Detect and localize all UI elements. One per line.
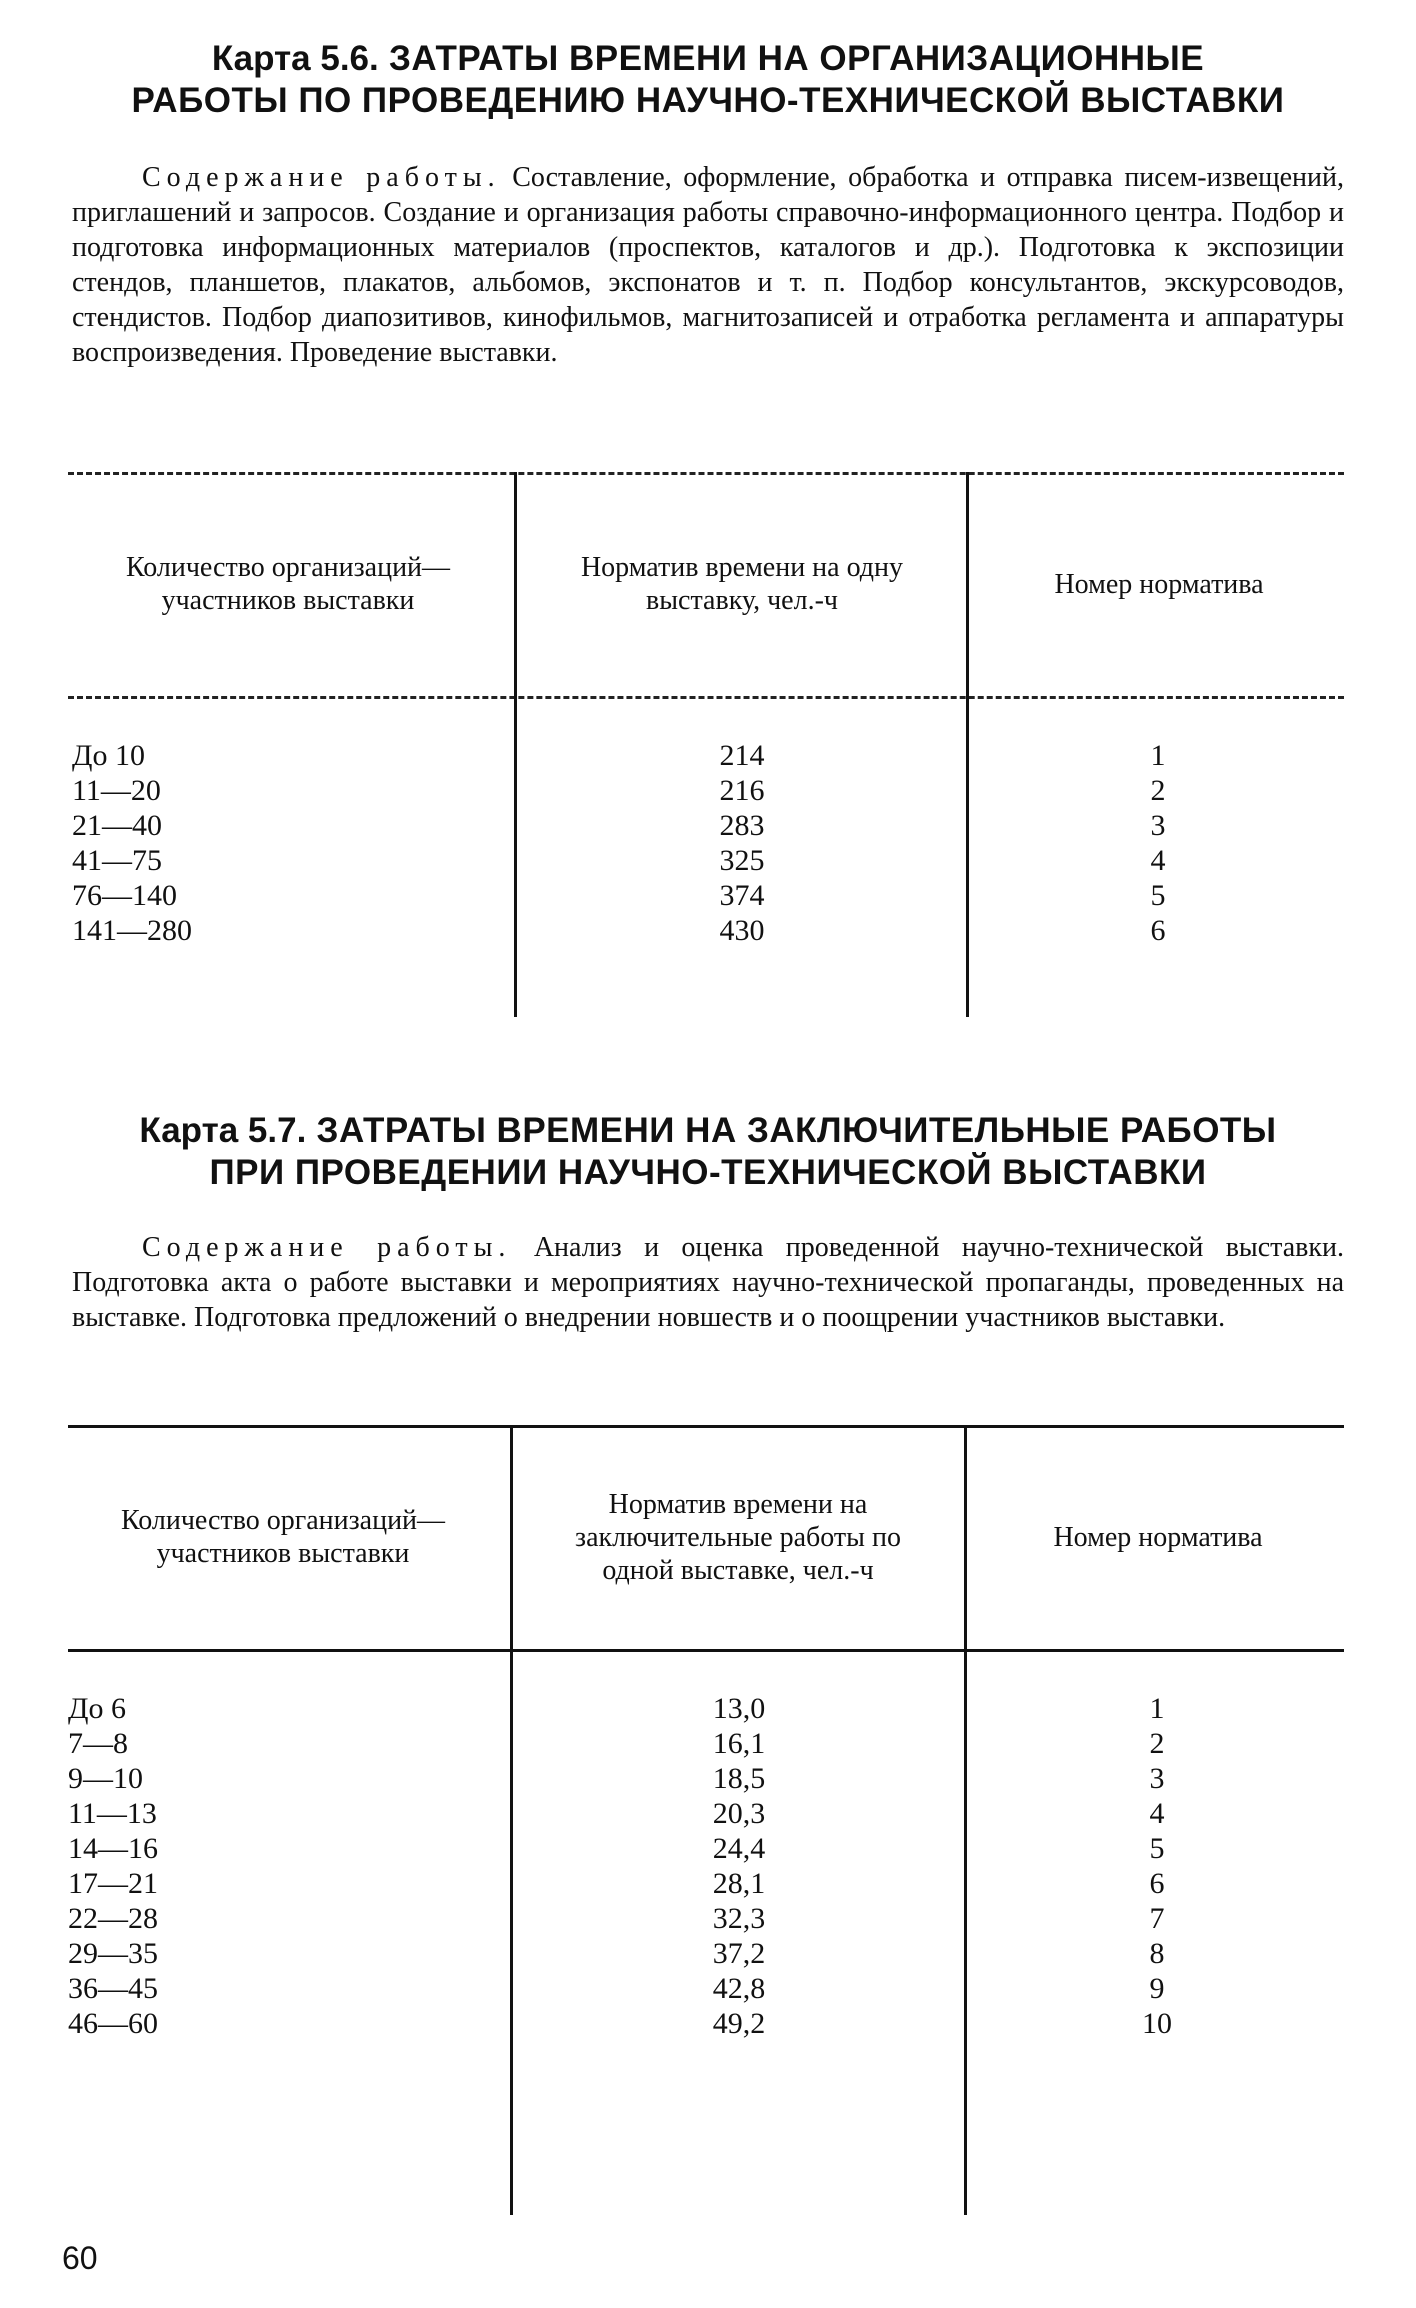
table-cell: 16,1 xyxy=(712,1727,766,1760)
table-cell: 32,3 xyxy=(712,1902,766,1935)
table-cell: 1 xyxy=(1150,739,1166,772)
card-5-7-content xyxy=(72,1230,1344,1335)
table-cell: 28,1 xyxy=(712,1867,766,1900)
table-cell: 216 xyxy=(719,774,765,807)
table-cell: 11—20 xyxy=(72,774,161,807)
table-cell: 3 xyxy=(1149,1762,1165,1795)
table-cell: 9—10 xyxy=(68,1762,143,1795)
time-norm-column xyxy=(516,1691,962,2041)
card-5-6-content-text: Составление, оформление, обработка и отправка писем-извещений, приглашений и запросов. Создание и организация работы справочно-информационного центра. Подбор и подготовка информационных материалов (проспектов, каталогов и др.). Подготовка к экспозиции стендов, планшетов, плакатов, альбомов, экспонатов и т. п. Подбор консультантов, экскурсоводов, стендистов. Подбор диапозитивов, кинофильмов, магнитозаписей и отработка регламента и аппаратуры воспроизведения. Проведение выставки. xyxy=(72,162,1345,368)
table-cell: До 6 xyxy=(68,1692,126,1725)
table-cell: 11—13 xyxy=(68,1797,157,1830)
table-cell: 37,2 xyxy=(712,1937,766,1970)
column-divider xyxy=(510,1425,513,2215)
table-cell: 2 xyxy=(1150,774,1166,807)
table-header-rule xyxy=(68,696,1344,699)
table-cell: 20,3 xyxy=(712,1797,766,1830)
time-norm-column xyxy=(520,738,964,948)
table-cell: 6 xyxy=(1149,1867,1165,1900)
table-cell: 5 xyxy=(1149,1832,1165,1865)
table-cell: 76—140 xyxy=(72,879,177,912)
card-5-6-title-rest: ЗАТРАТЫ ВРЕМЕНИ НА ОРГАНИЗАЦИОННЫЕ xyxy=(388,39,1205,78)
card-5-7-table xyxy=(68,1425,1344,2215)
table-cell: 14—16 xyxy=(68,1832,158,1865)
norm-number-column xyxy=(972,738,1344,948)
table-cell: 430 xyxy=(719,914,765,947)
table-cell: 46—60 xyxy=(68,2007,158,2040)
card-5-6-content xyxy=(72,160,1344,370)
table-cell: 42,8 xyxy=(712,1972,766,2005)
card-5-7-title-lead: Карта 5.7. xyxy=(139,1111,307,1150)
card-5-6-title xyxy=(60,38,1356,122)
header-time-norm: Норматив времени на одну выставку, чел.-ч xyxy=(580,552,904,616)
card-5-6-table xyxy=(68,472,1344,1017)
table-cell: 13,0 xyxy=(712,1692,766,1725)
table-cell: 18,5 xyxy=(712,1762,766,1795)
header-participants: Количество организаций—участников выставки xyxy=(125,552,451,616)
column-divider xyxy=(514,472,517,1017)
participants-column xyxy=(72,738,472,948)
table-cell: 141—280 xyxy=(72,914,192,947)
column-divider xyxy=(966,472,969,1017)
table-cell: 325 xyxy=(719,844,765,877)
table-cell: 41—75 xyxy=(72,844,162,877)
card-5-6-title-line2: РАБОТЫ ПО ПРОВЕДЕНИЮ НАУЧНО-ТЕХНИЧЕСКОЙ ВЫСТАВКИ xyxy=(131,81,1285,120)
card-5-7-content-label: Содержание работы. xyxy=(142,1232,512,1263)
table-cell: 6 xyxy=(1150,914,1166,947)
card-5-6-content-label: Содержание работы. xyxy=(142,162,501,193)
table-cell: 5 xyxy=(1150,879,1166,912)
table-cell: 22—28 xyxy=(68,1902,158,1935)
table-cell: 374 xyxy=(719,879,765,912)
table-cell: 9 xyxy=(1149,1972,1165,2005)
table-cell: 49,2 xyxy=(712,2007,766,2040)
column-divider xyxy=(964,1425,967,2215)
table-cell: 36—45 xyxy=(68,1972,158,2005)
table-cell: 214 xyxy=(719,739,765,772)
table-cell: 1 xyxy=(1149,1692,1165,1725)
table-cell: 4 xyxy=(1150,844,1166,877)
table-cell: 21—40 xyxy=(72,809,162,842)
card-5-6-title-lead: Карта 5.6. xyxy=(211,39,379,78)
table-cell: 2 xyxy=(1149,1727,1165,1760)
card-5-7-title-rest: ЗАТРАТЫ ВРЕМЕНИ НА ЗАКЛЮЧИТЕЛЬНЫЕ РАБОТЫ xyxy=(316,1111,1277,1150)
table-header-rule xyxy=(68,1649,1344,1652)
header-norm-number: Номер норматива xyxy=(1053,1521,1263,1553)
table-cell: 17—21 xyxy=(68,1867,158,1900)
table-cell: 10 xyxy=(1142,2007,1172,2040)
table-cell: 24,4 xyxy=(712,1832,766,1865)
header-participants: Количество организаций—участников выставки xyxy=(120,1505,446,1569)
table-cell: 29—35 xyxy=(68,1937,158,1970)
header-norm-number: Номер норматива xyxy=(1054,568,1264,600)
header-time-norm: Норматив времени на заключительные работы по одной выставке, чел.-ч xyxy=(575,1488,901,1586)
card-5-7-title-line2: ПРИ ПРОВЕДЕНИИ НАУЧНО-ТЕХНИЧЕСКОЙ ВЫСТАВКИ xyxy=(209,1153,1207,1192)
table-cell: 283 xyxy=(719,809,765,842)
table-cell: 8 xyxy=(1149,1937,1165,1970)
page-number: 60 xyxy=(62,2240,98,2276)
table-cell: 7 xyxy=(1149,1902,1165,1935)
table-cell: 7—8 xyxy=(68,1727,128,1760)
card-5-7-content-text: Анализ и оценка проведенной научно-технической выставки. Подготовка акта о работе выставки и мероприятиях научно-технической пропаганды, проведенных на выставке. Подготовка предложений о внедрении новшеств и о поощрении участников выставки. xyxy=(72,1232,1344,1333)
norm-number-column xyxy=(970,1691,1344,2041)
table-cell: 3 xyxy=(1150,809,1166,842)
participants-column xyxy=(68,1691,468,2041)
table-cell: До 10 xyxy=(72,739,145,772)
card-5-7-title xyxy=(60,1110,1356,1194)
table-cell: 4 xyxy=(1149,1797,1165,1830)
